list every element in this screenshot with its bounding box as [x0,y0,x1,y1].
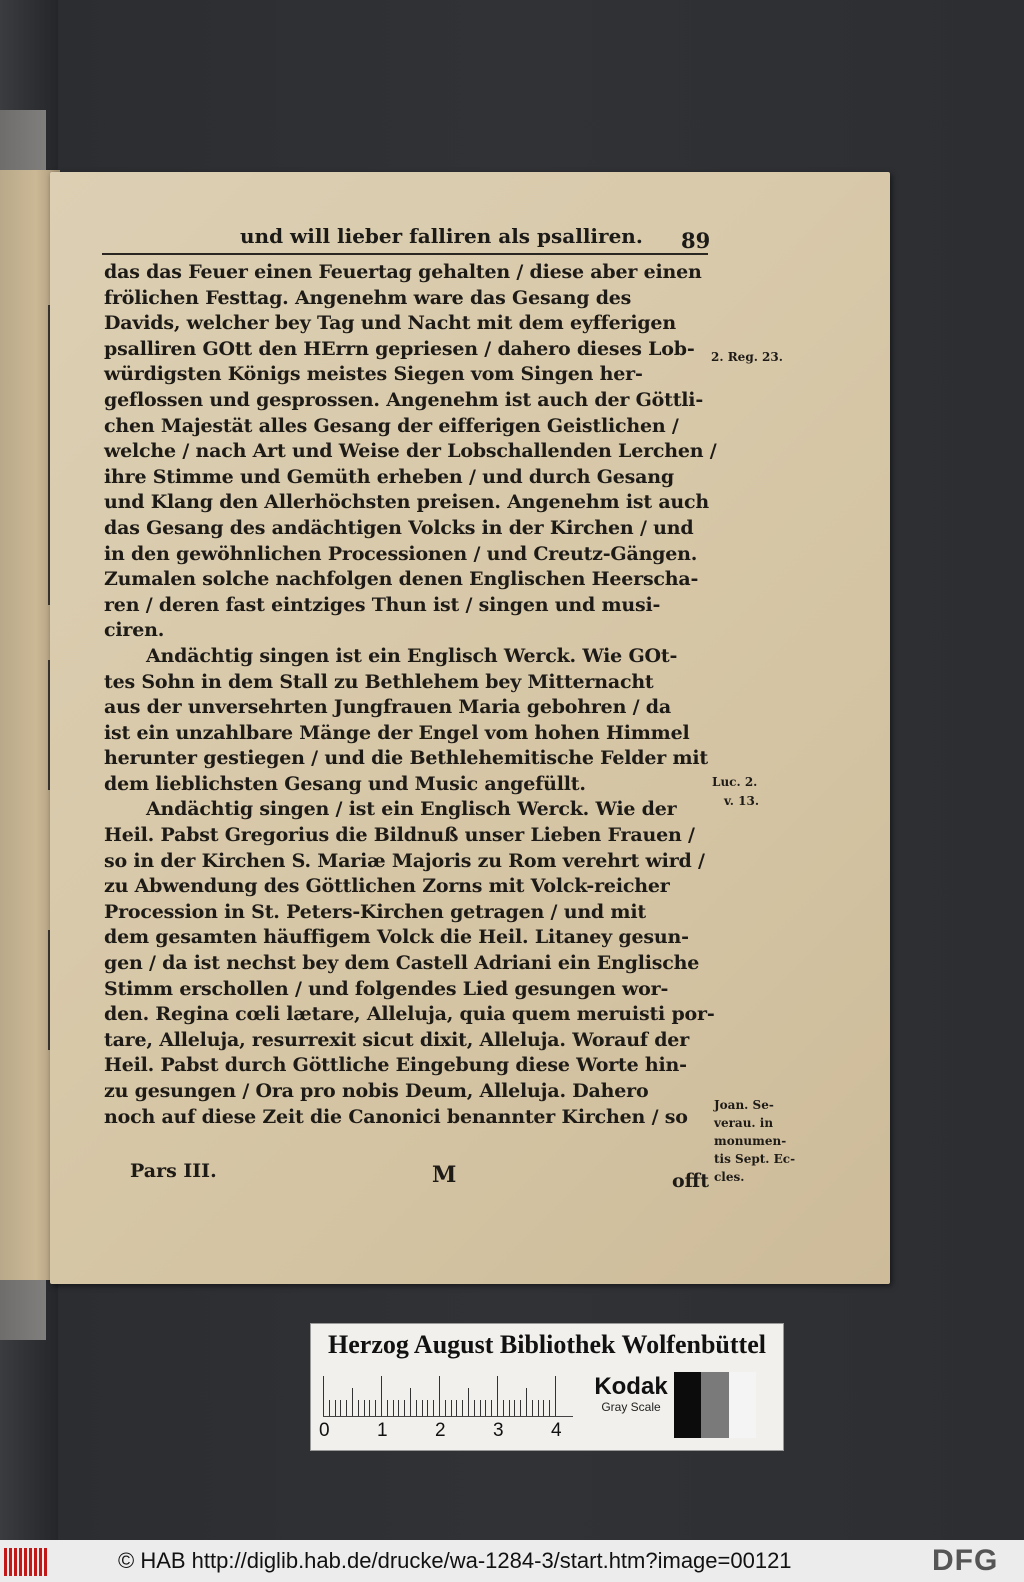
library-scale-label [310,1323,784,1451]
text-line: zu gesungen / Ora pro nobis Deum, Alleluja. Dahero [104,1080,649,1102]
ruler-tick [456,1400,457,1416]
text-line: noch auf diese Zeit die Canonici benannter Kirchen / so [104,1105,688,1128]
ruler-number: 3 [493,1420,504,1441]
text-line: ist ein unzahlbare Mänge der Engel vom hohen Himmel [104,721,690,744]
text-line: Andächtig singen / ist ein Englisch Werck. Wie der [146,798,677,821]
ruler-tick [514,1400,515,1416]
gathering-signature: M [432,1162,457,1188]
ruler-tick [398,1400,399,1416]
ruler-tick [335,1400,336,1416]
ruler-number: 4 [551,1420,562,1441]
text-line: welche / nach Art und Weise der Lobschallenden Lerchen / [104,440,717,463]
ruler-tick [480,1400,481,1416]
ruler-tick [485,1400,486,1416]
margin-note-joan: Joan. Se- [714,1098,774,1112]
running-head: und will lieber falliren als psalliren. [240,224,643,248]
text-line: so in der Kirchen S. Mariæ Majoris zu Rom verehrt wird / [104,849,705,872]
text-line: Andächtig singen ist ein Englisch Werck. Wie GOt- [146,644,678,667]
head-rule [102,253,708,255]
ruler-tick [358,1400,359,1416]
ruler-tick [451,1400,452,1416]
ruler-number: 1 [377,1420,388,1441]
ruler-tick [543,1400,544,1416]
text-line: Stimm erschollen / und folgendes Lied gesungen wor- [104,977,669,1000]
text-line: das Gesang des andächtigen Volcks in der Kirchen / und [104,516,694,539]
ruler-tick [549,1400,550,1416]
text-line: psalliren GOtt den HErrn gepriesen / dahero dieses Lob- [104,337,695,360]
text-line: in den gewöhnlichen Processionen / und Creutz-Gängen. [104,542,698,565]
ruler-tick [474,1400,475,1416]
ruler-tick [491,1400,492,1416]
ruler-tick [340,1400,341,1416]
body-text [104,260,717,1130]
ruler-tick [346,1400,347,1416]
ruler-tick [422,1400,423,1416]
hab-logo-icon [4,1548,48,1576]
footer-bar [0,1540,1024,1582]
text-line: zu Abwendung des Göttlichen Zorns mit Volck-reicher [104,875,670,898]
ruler-tick [387,1400,388,1416]
ruler-tick [468,1388,469,1416]
signature-mark: Pars III. [130,1160,217,1182]
ruler-tick [538,1400,539,1416]
ruler-tick [532,1400,533,1416]
margin-note-joan: tis Sept. Ec- [714,1152,796,1166]
kodak-logo-text: Kodak [594,1373,668,1400]
text-line: dem gesamten häuffigem Volck die Heil. Litaney gesun- [104,926,689,949]
ruler-tick [381,1376,382,1416]
ruler-numbers [319,1420,599,1444]
ruler-tick [462,1400,463,1416]
ruler-tick [427,1400,428,1416]
text-line: ren / deren fast eintziges Thun ist / singen und musi- [104,593,661,616]
text-line: Zumalen solche nachfolgen denen Englischen Heerscha- [104,568,699,591]
ruler-tick [375,1400,376,1416]
library-name: Herzog August Bibliothek Wolfenbüttel [328,1330,766,1359]
margin-note-luc-verse: v. 13. [724,794,759,808]
gray-scale-text: Gray Scale [601,1400,661,1414]
ruler-number: 2 [435,1420,446,1441]
ruler-tick [329,1400,330,1416]
text-line: frölichen Festtag. Angenehm ware das Gesang des [104,286,632,309]
text-line: herunter gestiegen / und die Bethlehemitische Felder mit [104,747,708,770]
ruler-tick [509,1400,510,1416]
ruler-tick [404,1400,405,1416]
ruler-tick [369,1400,370,1416]
swatch-gray [701,1372,728,1438]
ruler-number: 0 [319,1420,330,1441]
ruler-tick [416,1400,417,1416]
text-line: geflossen und gesprossen. Angenehm ist auch der Göttli- [104,388,704,411]
margin-note-joan: verau. in [714,1116,774,1130]
ruler-tick [352,1388,353,1416]
text-line: den. Regina cœli lætare, Alleluja, quia quem meruisti por- [104,1003,715,1026]
ruler-tick [520,1400,521,1416]
gray-scale-swatches [674,1372,756,1438]
text-line: und Klang den Allerhöchsten preisen. Angenehm ist auch [104,491,710,514]
footer-copyright: © HAB http://diglib.hab.de/drucke/wa-1284-3/start.htm?image=00121 [118,1548,792,1573]
margin-note-joan: cles. [714,1170,745,1184]
page-number: 89 [681,228,711,253]
text-line: Procession in St. Peters-Kirchen getragen / und mit [104,900,646,923]
ruler-tick [445,1400,446,1416]
catchword: offt [672,1170,710,1192]
ruler-tick [433,1400,434,1416]
text-line: Heil. Pabst durch Göttliche Eingebung diese Worte hin- [104,1054,687,1077]
ruler-tick [497,1376,498,1416]
margin-note-luc: Luc. 2. [712,775,758,789]
dfg-logo: DFG [932,1544,999,1577]
text-line: tes Sohn in dem Stall zu Bethlehem bey Mitternacht [104,670,654,693]
text-line: ihre Stimme und Gemüth erheben / und durch Gesang [104,465,674,488]
ruler-tick [555,1376,556,1416]
text-line: ciren. [104,619,165,642]
ruler-tick [410,1388,411,1416]
ruler-tick [439,1376,440,1416]
kodak-brand [586,1374,676,1424]
ruler-tick [323,1376,324,1416]
text-line: Davids, welcher bey Tag und Nacht mit dem eyfferigen [104,312,676,335]
ruler-tick [393,1400,394,1416]
margin-note-reg: 2. Reg. 23. [711,350,783,364]
text-line: Heil. Pabst Gregorius die Bildnuß unser Lieben Frauen / [104,824,695,847]
text-line: würdigsten Königs meistes Siegen vom Singen her- [104,363,643,386]
text-line: tare, Alleluja, resurrexit sicut dixit, Alleluja. Worauf der [104,1028,690,1051]
swatch-white [729,1372,756,1438]
swatch-black [674,1372,701,1438]
margin-note-joan: monumen- [714,1134,787,1148]
scale-ruler [323,1372,573,1417]
text-line: dem lieblichsten Gesang und Music angefüllt. [104,772,586,795]
text-line: gen / da ist nechst bey dem Castell Adriani ein Englische [104,952,700,975]
text-line: aus der unversehrten Jungfrauen Maria gebohren / da [104,696,671,719]
ruler-tick [503,1400,504,1416]
ruler-tick [364,1400,365,1416]
text-line: chen Majestät alles Gesang der eifferigen Geistlichen / [104,414,679,437]
ruler-tick [526,1388,527,1416]
text-line: das das Feuer einen Feuertag gehalten / diese aber einen [104,261,702,283]
